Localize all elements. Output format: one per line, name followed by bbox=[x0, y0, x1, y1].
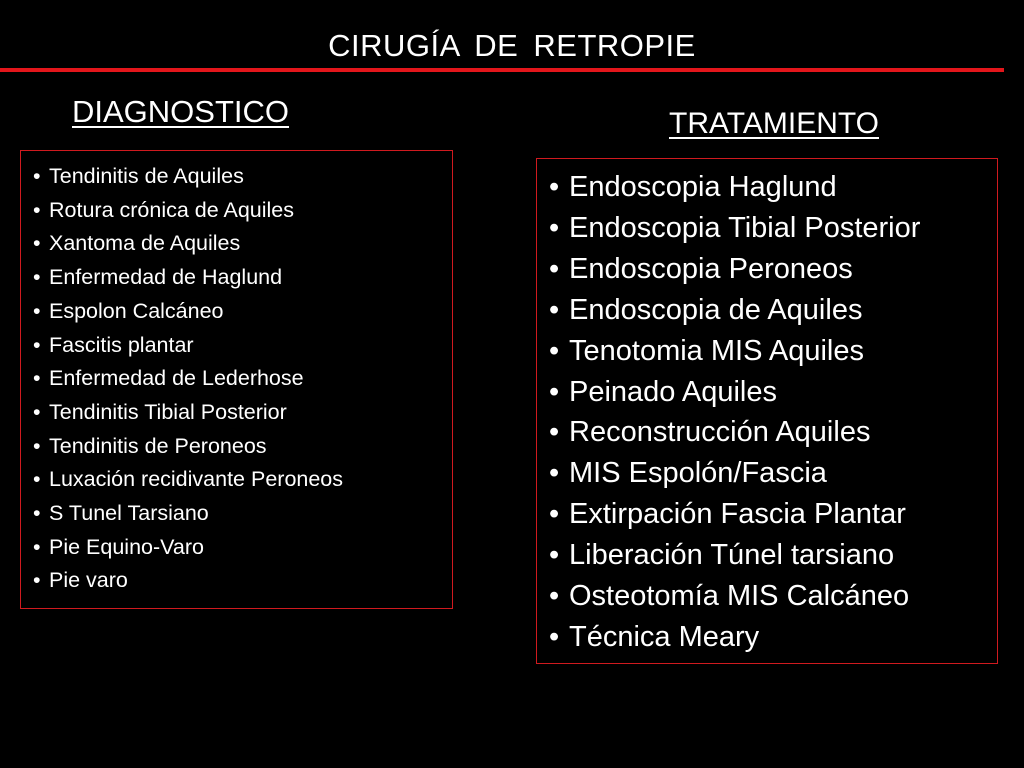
list-item bbox=[549, 494, 997, 535]
bullet-icon: • bbox=[33, 399, 41, 424]
bullet-icon: • bbox=[33, 265, 41, 290]
list-item bbox=[549, 249, 997, 290]
list-item bbox=[549, 535, 997, 576]
bullet-icon: • bbox=[549, 375, 560, 408]
list-item-label: Reconstrucción Aquiles bbox=[569, 416, 871, 449]
bullet-icon: • bbox=[549, 416, 560, 449]
list-item bbox=[549, 453, 997, 494]
title-divider bbox=[0, 68, 1004, 72]
list-item bbox=[33, 329, 452, 363]
bullet-icon: • bbox=[549, 252, 560, 285]
list-item-label: Luxación recidivante Peroneos bbox=[49, 467, 344, 492]
diagnostico-box bbox=[20, 150, 453, 609]
list-item-label: Espolon Calcáneo bbox=[49, 298, 224, 323]
bullet-icon: • bbox=[33, 568, 41, 593]
list-item-label: Peinado Aquiles bbox=[569, 375, 777, 408]
list-item-label: Tenotomia MIS Aquiles bbox=[569, 334, 864, 367]
list-item-label: S Tunel Tarsiano bbox=[49, 501, 209, 526]
list-item bbox=[549, 208, 997, 249]
bullet-icon: • bbox=[549, 171, 560, 203]
diagnostico-list bbox=[33, 160, 452, 598]
bullet-icon: • bbox=[33, 197, 41, 222]
list-item bbox=[549, 617, 997, 658]
list-item bbox=[549, 331, 997, 372]
list-item bbox=[33, 463, 452, 497]
bullet-icon: • bbox=[33, 534, 41, 559]
list-item-label: Extirpación Fascia Plantar bbox=[569, 498, 906, 531]
list-item bbox=[33, 531, 452, 565]
bullet-icon: • bbox=[549, 620, 560, 653]
bullet-icon: • bbox=[33, 366, 41, 391]
bullet-icon: • bbox=[549, 293, 560, 326]
list-item-label: Liberación Túnel tarsiano bbox=[569, 539, 895, 572]
bullet-icon: • bbox=[549, 539, 560, 572]
slide-title: CIRUGÍA DE RETROPIE bbox=[328, 28, 696, 63]
list-item-label: Tendinitis Tibial Posterior bbox=[49, 399, 287, 424]
list-item bbox=[33, 362, 452, 396]
list-item-label: Tendinitis de Aquiles bbox=[49, 164, 244, 188]
bullet-icon: • bbox=[549, 211, 560, 244]
tratamiento-list bbox=[549, 167, 997, 658]
bullet-icon: • bbox=[33, 298, 41, 323]
list-item bbox=[33, 227, 452, 261]
list-item bbox=[33, 396, 452, 430]
list-item bbox=[549, 576, 997, 617]
tratamiento-box bbox=[536, 158, 998, 664]
bullet-icon: • bbox=[33, 501, 41, 526]
bullet-icon: • bbox=[33, 231, 41, 256]
list-item bbox=[549, 290, 997, 331]
bullet-icon: • bbox=[549, 334, 560, 367]
list-item-label: Pie varo bbox=[49, 568, 128, 593]
diagnostico-heading: DIAGNOSTICO bbox=[72, 94, 290, 129]
list-item-label: Endoscopia Haglund bbox=[569, 171, 837, 203]
list-item-label: Tendinitis de Peroneos bbox=[49, 433, 267, 458]
list-item bbox=[549, 412, 997, 453]
bullet-icon: • bbox=[33, 332, 41, 357]
bullet-icon: • bbox=[33, 467, 41, 492]
bullet-icon: • bbox=[549, 457, 560, 490]
list-item bbox=[33, 261, 452, 295]
bullet-icon: • bbox=[33, 433, 41, 458]
list-item-label: Pie Equino-Varo bbox=[49, 534, 204, 559]
list-item-label: Xantoma de Aquiles bbox=[49, 231, 241, 256]
bullet-icon: • bbox=[33, 164, 41, 188]
list-item-label: Endoscopia Tibial Posterior bbox=[569, 211, 921, 244]
bullet-icon: • bbox=[549, 580, 560, 613]
list-item bbox=[549, 167, 997, 208]
list-item bbox=[33, 430, 452, 464]
bullet-icon: • bbox=[549, 498, 560, 531]
list-item bbox=[33, 564, 452, 598]
list-item bbox=[549, 372, 997, 413]
list-item bbox=[33, 497, 452, 531]
list-item-label: Fascitis plantar bbox=[49, 332, 194, 357]
list-item-label: Enfermedad de Lederhose bbox=[49, 366, 304, 391]
tratamiento-heading: TRATAMIENTO bbox=[669, 107, 879, 140]
list-item-label: Enfermedad de Haglund bbox=[49, 265, 283, 290]
list-item-label: Rotura crónica de Aquiles bbox=[49, 197, 295, 222]
list-item-label: Osteotomía MIS Calcáneo bbox=[569, 580, 910, 613]
list-item-label: MIS Espolón/Fascia bbox=[569, 457, 827, 490]
list-item bbox=[33, 160, 452, 194]
list-item-label: Técnica Meary bbox=[569, 620, 760, 653]
list-item-label: Endoscopia Peroneos bbox=[569, 252, 853, 285]
list-item bbox=[33, 194, 452, 228]
list-item-label: Endoscopia de Aquiles bbox=[569, 293, 863, 326]
list-item bbox=[33, 295, 452, 329]
